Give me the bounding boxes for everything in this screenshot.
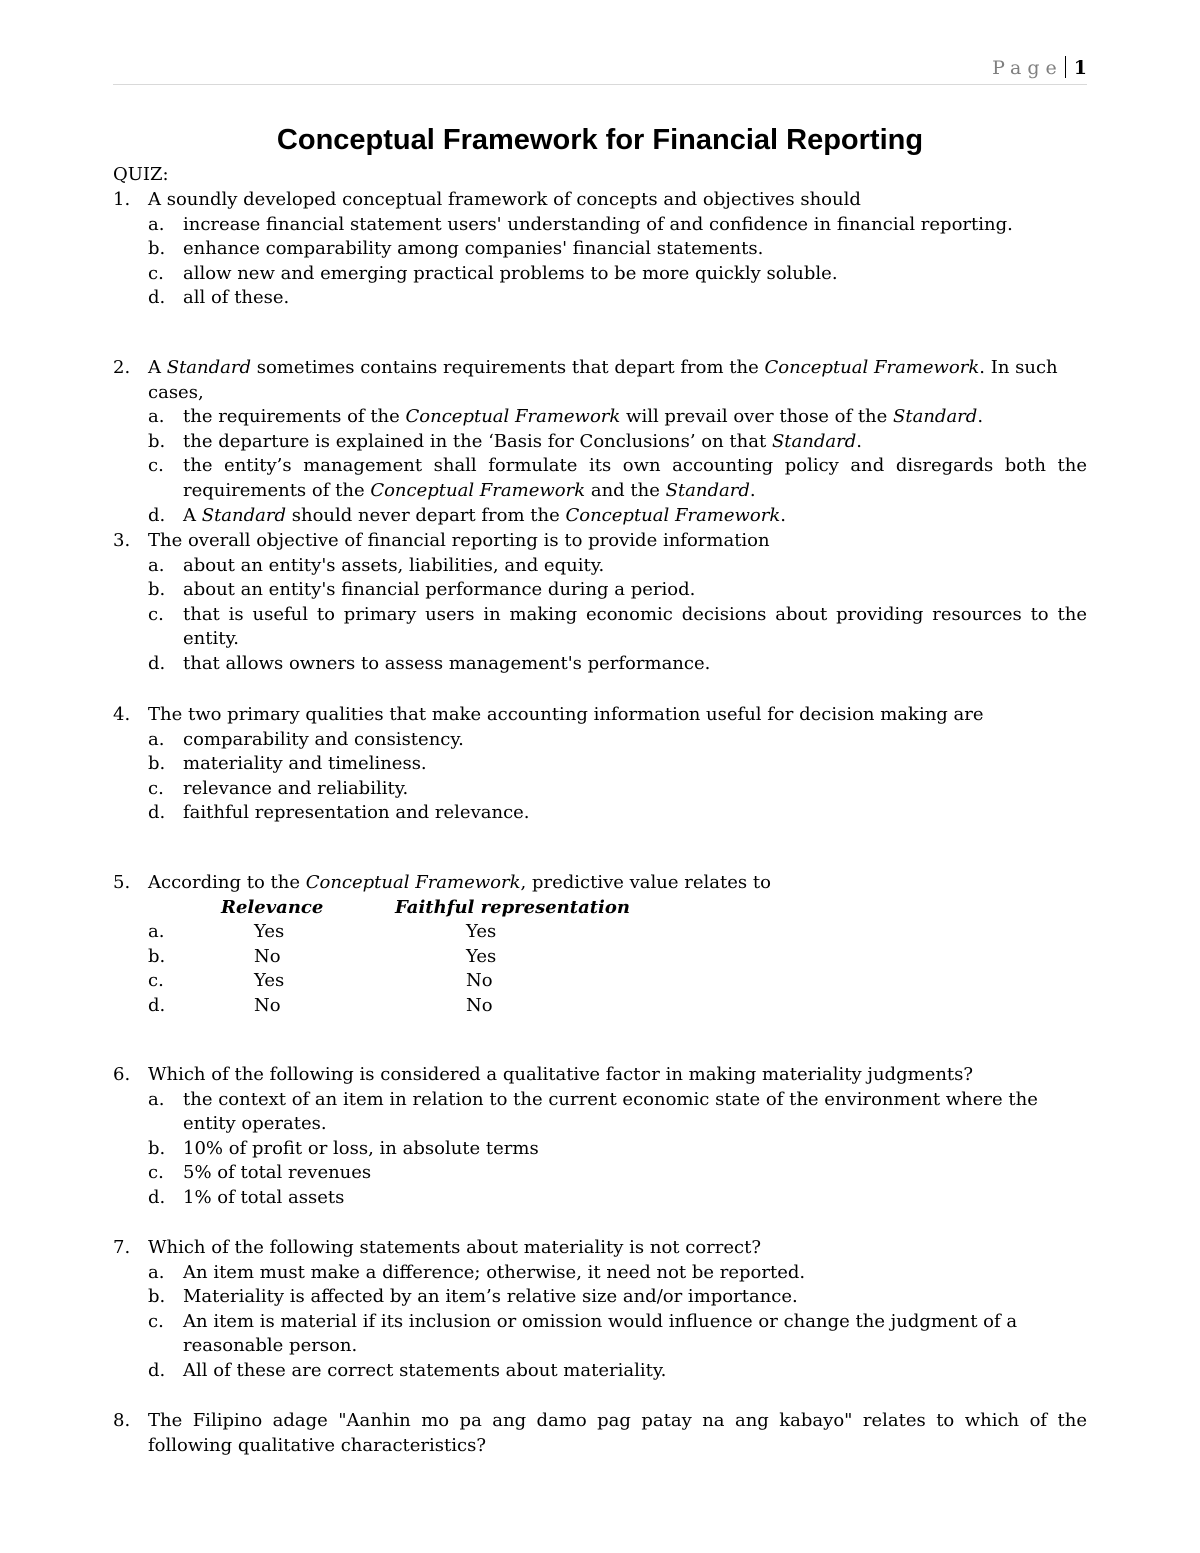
option-a [113,213,1087,238]
option-text: about an entity's assets, liabilities, and equity. [183,554,605,576]
header-separator [1065,56,1066,78]
question-text: A soundly developed conceptual framework of concepts and objectives should [148,189,861,210]
relevance-cell: Yes [254,921,285,943]
option-letter: d. [148,504,166,526]
option-text: the requirements of the Conceptual Framework will prevail over those of the Standard. [183,406,984,428]
option-text: materiality and timeliness. [183,753,427,775]
question-stem [113,871,1087,896]
option-letter: b. [148,753,166,775]
option-letter: a. [148,728,165,750]
question-stem [113,1063,1087,1088]
option-letter: c. [148,603,164,625]
question-number: 1. [113,189,131,210]
question-stem [113,1236,1087,1261]
option-text: An item must make a difference; otherwise, it need not be reported. [183,1261,806,1283]
table-row [113,945,1087,970]
option-c [113,262,1087,287]
question-3 [113,529,1087,677]
option-text: all of these. [183,287,290,309]
question-number: 7. [113,1237,131,1258]
option-letter: b. [148,945,166,967]
option-letter: d. [148,994,166,1016]
option-text: relevance and reliability. [183,777,409,799]
option-a [113,728,1087,753]
question-number: 2. [113,357,131,378]
question-stem [113,529,1087,554]
option-letter: a. [148,1261,165,1283]
question-8 [113,1409,1087,1458]
option-a [113,1261,1087,1286]
answer-table-header [113,896,1087,921]
option-d [113,652,1087,677]
question-text: The two primary qualities that make accounting information useful for decision making are [148,704,984,725]
option-text: increase financial statement users' understanding of and confidence in financial reporting. [183,213,1013,235]
option-d [113,286,1087,311]
question-2 [113,356,1087,528]
question-number: 6. [113,1064,131,1085]
option-c [113,1161,1087,1186]
question-5 [113,871,1087,1019]
page-number: 1 [1073,57,1087,79]
option-letter: a. [148,921,165,943]
option-letter: d. [148,287,166,309]
option-letter: c. [148,262,164,284]
option-text: about an entity's financial performance during a period. [183,579,696,601]
question-number: 4. [113,704,131,725]
document-title: Conceptual Framework for Financial Reporting [276,124,924,156]
option-a [113,1088,1087,1137]
option-text: that allows owners to assess management's performance. [183,652,711,674]
question-4 [113,703,1087,826]
option-b [113,1285,1087,1310]
table-row [113,969,1087,994]
question-text: A Standard sometimes contains requirements that depart from the Conceptual Framework. In such cases, [148,357,1058,403]
option-text: All of these are correct statements about materiality. [183,1359,667,1381]
option-text: Materiality is affected by an item’s relative size and/or importance. [183,1286,798,1308]
column-header-faithful: Faithful representation [395,896,630,918]
option-b [113,430,1087,455]
option-a [113,554,1087,579]
option-text: An item is material if its inclusion or omission would influence or change the judgment of a reasonable person. [183,1310,1018,1357]
option-text: the departure is explained in the ‘Basis for Conclusions’ on that Standard. [183,430,862,452]
option-text: 10% of profit or loss, in absolute terms [183,1137,539,1159]
option-a [113,405,1087,430]
faithful-cell: Yes [466,945,497,967]
question-text: According to the Conceptual Framework, predictive value relates to [148,872,771,893]
option-letter: c. [148,970,164,992]
option-letter: b. [148,1286,166,1308]
question-text: The Filipino adage "Aanhin mo pa ang damo pag patay na ang kabayo" relates to which of the following qualitative characteristics? [148,1410,1087,1456]
option-b [113,1137,1087,1162]
option-text: enhance comparability among companies' financial statements. [183,238,764,260]
option-text: the context of an item in relation to the current economic state of the environment where the entity operates. [183,1088,1038,1135]
option-b [113,237,1087,262]
question-text: The overall objective of financial reporting is to provide information [148,530,770,551]
table-row [113,920,1087,945]
option-text: A Standard should never depart from the Conceptual Framework. [183,504,787,526]
option-letter: d. [148,652,166,674]
faithful-cell: No [466,994,493,1016]
question-stem [113,356,1087,405]
question-stem [113,1409,1087,1458]
question-7 [113,1236,1087,1384]
relevance-cell: Yes [254,970,285,992]
option-text: allow new and emerging practical problems to be more quickly soluble. [183,262,838,284]
option-text: 1% of total assets [183,1186,345,1208]
question-1 [113,188,1087,311]
question-number: 3. [113,530,131,551]
option-text: 5% of total revenues [183,1162,372,1184]
option-letter: b. [148,238,166,260]
option-d [113,801,1087,826]
option-d [113,1186,1087,1211]
option-text: faithful representation and relevance. [183,802,530,824]
question-text: Which of the following statements about materiality is not correct? [148,1237,762,1258]
option-letter: c. [148,777,164,799]
option-letter: a. [148,1088,165,1110]
option-letter: c. [148,455,164,477]
option-letter: c. [148,1162,164,1184]
option-letter: a. [148,554,165,576]
page-header [113,52,1087,85]
option-letter: b. [148,1137,166,1159]
question-stem [113,703,1087,728]
page-label: Page [992,57,1063,79]
question-number: 8. [113,1410,131,1431]
option-letter: b. [148,579,166,601]
option-b [113,578,1087,603]
question-stem [113,188,1087,213]
option-c [113,777,1087,802]
option-b [113,752,1087,777]
option-d [113,504,1087,529]
option-text: comparability and consistency. [183,728,464,750]
option-c [113,454,1087,503]
option-letter: b. [148,430,166,452]
option-letter: a. [148,213,165,235]
relevance-cell: No [254,945,281,967]
question-6 [113,1063,1087,1211]
table-row [113,994,1087,1019]
option-text: the entity’s management shall formulate its own accounting policy and disregards both the requirements of the Conceptual Framework and the Standard. [183,455,1087,501]
faithful-cell: No [466,970,493,992]
option-letter: c. [148,1310,164,1332]
option-c [113,1310,1087,1359]
option-letter: a. [148,406,165,428]
question-number: 5. [113,872,131,893]
option-d [113,1359,1087,1384]
option-letter: d. [148,1359,166,1381]
column-header-relevance: Relevance [221,896,324,918]
quiz-label: QUIZ: [113,164,169,185]
option-letter: d. [148,802,166,824]
question-text: Which of the following is considered a qualitative factor in making materiality judgments? [148,1064,974,1085]
relevance-cell: No [254,994,281,1016]
faithful-cell: Yes [466,921,497,943]
option-text: that is useful to primary users in making economic decisions about providing resources to the entity. [183,603,1087,650]
option-letter: d. [148,1186,166,1208]
option-c [113,603,1087,652]
